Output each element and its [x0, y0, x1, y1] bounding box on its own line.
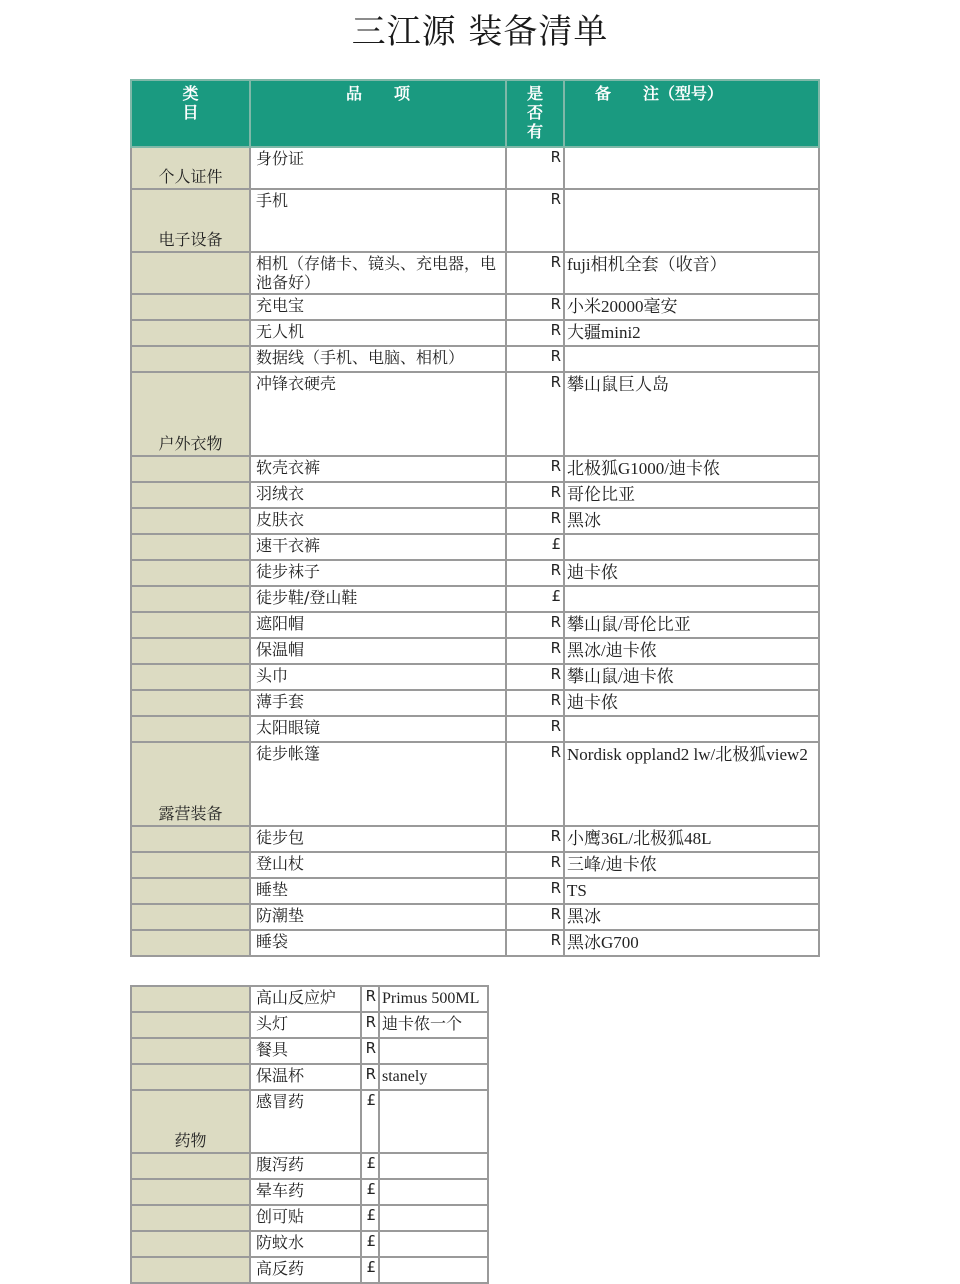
note-cell: TS	[564, 878, 819, 904]
flag-cell: R	[506, 294, 564, 320]
category-cell	[131, 1038, 250, 1064]
item-cell: 创可贴	[250, 1205, 361, 1231]
item-cell: 头巾	[250, 664, 506, 690]
category-cell: 露营装备	[131, 742, 250, 826]
flag-cell: £	[506, 586, 564, 612]
flag-cell: R	[506, 508, 564, 534]
item-cell: 太阳眼镜	[250, 716, 506, 742]
category-cell	[131, 716, 250, 742]
flag-cell: R	[506, 147, 564, 189]
table-row	[131, 189, 819, 252]
flag-cell: £	[361, 1090, 379, 1153]
note-cell	[379, 1038, 488, 1064]
table-row	[131, 1064, 488, 1090]
flag-cell: R	[506, 638, 564, 664]
note-cell	[379, 1231, 488, 1257]
item-cell: 睡垫	[250, 878, 506, 904]
flag-cell: R	[506, 716, 564, 742]
note-cell: 小米20000毫安	[564, 294, 819, 320]
category-cell	[131, 1064, 250, 1090]
flag-cell: £	[361, 1205, 379, 1231]
flag-cell: R	[506, 346, 564, 372]
note-cell: 迪卡侬	[564, 690, 819, 716]
note-cell: 黑冰	[564, 904, 819, 930]
category-cell	[131, 346, 250, 372]
category-cell	[131, 690, 250, 716]
note-cell: 北极狐G1000/迪卡侬	[564, 456, 819, 482]
table-row	[131, 742, 819, 826]
category-cell	[131, 320, 250, 346]
table-row	[131, 346, 819, 372]
item-cell: 手机	[250, 189, 506, 252]
category-cell	[131, 664, 250, 690]
item-cell: 皮肤衣	[250, 508, 506, 534]
flag-cell: R	[361, 1012, 379, 1038]
table-row	[131, 482, 819, 508]
note-cell	[379, 1257, 488, 1283]
table-row	[131, 664, 819, 690]
table-row	[131, 456, 819, 482]
table-row	[131, 1038, 488, 1064]
item-cell: 保温杯	[250, 1064, 361, 1090]
flag-cell: R	[506, 690, 564, 716]
table-row	[131, 320, 819, 346]
flag-cell: R	[506, 560, 564, 586]
note-cell: 迪卡侬	[564, 560, 819, 586]
table-row	[131, 690, 819, 716]
category-cell	[131, 534, 250, 560]
category-cell	[131, 852, 250, 878]
table-row	[131, 612, 819, 638]
item-cell: 数据线（手机、电脑、相机）	[250, 346, 506, 372]
item-cell: 徒步袜子	[250, 560, 506, 586]
category-cell	[131, 508, 250, 534]
flag-cell: R	[506, 878, 564, 904]
table-row	[131, 147, 819, 189]
note-cell: 小鹰36L/北极狐48L	[564, 826, 819, 852]
note-cell: 三峰/迪卡侬	[564, 852, 819, 878]
table-row	[131, 904, 819, 930]
table-row	[131, 1153, 488, 1179]
header-row	[131, 80, 819, 147]
table-row	[131, 560, 819, 586]
item-cell: 晕车药	[250, 1179, 361, 1205]
category-cell	[131, 456, 250, 482]
flag-cell: R	[506, 852, 564, 878]
category-cell	[131, 560, 250, 586]
flag-cell: R	[506, 664, 564, 690]
note-cell: 黑冰	[564, 508, 819, 534]
item-cell: 腹泻药	[250, 1153, 361, 1179]
category-cell	[131, 1153, 250, 1179]
note-cell: 黑冰/迪卡侬	[564, 638, 819, 664]
item-cell: 防潮垫	[250, 904, 506, 930]
flag-cell: R	[506, 456, 564, 482]
note-cell	[564, 586, 819, 612]
table-row	[131, 716, 819, 742]
category-cell: 户外衣物	[131, 372, 250, 456]
item-cell: 充电宝	[250, 294, 506, 320]
item-cell: 高山反应炉	[250, 986, 361, 1012]
category-cell	[131, 1012, 250, 1038]
table-row	[131, 1205, 488, 1231]
table-row	[131, 1257, 488, 1283]
flag-cell: £	[506, 534, 564, 560]
header-category: 类 目	[131, 80, 250, 147]
flag-cell: £	[361, 1179, 379, 1205]
flag-cell: R	[506, 904, 564, 930]
flag-cell: R	[506, 252, 564, 294]
item-cell: 速干衣裤	[250, 534, 506, 560]
note-cell	[379, 1205, 488, 1231]
note-cell: 攀山鼠/迪卡侬	[564, 664, 819, 690]
category-cell	[131, 878, 250, 904]
flag-cell: R	[506, 612, 564, 638]
equipment-table	[130, 79, 820, 957]
note-cell	[379, 1179, 488, 1205]
category-cell	[131, 252, 250, 294]
table-row	[131, 638, 819, 664]
item-cell: 薄手套	[250, 690, 506, 716]
table-row	[131, 586, 819, 612]
flag-cell: R	[506, 482, 564, 508]
category-cell	[131, 904, 250, 930]
category-cell	[131, 612, 250, 638]
header-note: 备 注（型号）	[564, 80, 819, 147]
item-cell: 头灯	[250, 1012, 361, 1038]
item-cell: 登山杖	[250, 852, 506, 878]
note-cell	[564, 346, 819, 372]
category-cell: 个人证件	[131, 147, 250, 189]
item-cell: 保温帽	[250, 638, 506, 664]
header-yes: 是 否 有	[506, 80, 564, 147]
category-cell	[131, 826, 250, 852]
table-row	[131, 852, 819, 878]
category-cell: 电子设备	[131, 189, 250, 252]
note-cell: 黑冰G700	[564, 930, 819, 956]
flag-cell: R	[506, 826, 564, 852]
note-cell: Nordisk oppland2 lw/北极狐view2	[564, 742, 819, 826]
category-cell	[131, 930, 250, 956]
flag-cell: R	[361, 1064, 379, 1090]
item-cell: 羽绒衣	[250, 482, 506, 508]
table-row	[131, 534, 819, 560]
flag-cell: R	[361, 986, 379, 1012]
table-row	[131, 930, 819, 956]
note-cell	[564, 147, 819, 189]
table-row	[131, 252, 819, 294]
item-cell: 软壳衣裤	[250, 456, 506, 482]
flag-cell: R	[506, 189, 564, 252]
item-cell: 防蚊水	[250, 1231, 361, 1257]
flag-cell: £	[361, 1257, 379, 1283]
flag-cell: R	[506, 320, 564, 346]
table-row	[131, 372, 819, 456]
flag-cell: R	[361, 1038, 379, 1064]
category-cell	[131, 1205, 250, 1231]
item-cell: 徒步包	[250, 826, 506, 852]
table-row	[131, 878, 819, 904]
flag-cell: R	[506, 742, 564, 826]
category-cell	[131, 1257, 250, 1283]
flag-cell: R	[506, 372, 564, 456]
category-cell	[131, 638, 250, 664]
item-cell: 身份证	[250, 147, 506, 189]
table-row	[131, 1012, 488, 1038]
note-cell	[564, 716, 819, 742]
flag-cell: £	[361, 1231, 379, 1257]
equipment-table-continued	[130, 985, 489, 1284]
table-row	[131, 986, 488, 1012]
category-cell	[131, 1179, 250, 1205]
item-cell: 徒步帐篷	[250, 742, 506, 826]
note-cell: Primus 500ML	[379, 986, 488, 1012]
note-cell	[564, 534, 819, 560]
note-cell	[564, 189, 819, 252]
category-cell	[131, 294, 250, 320]
table-row	[131, 294, 819, 320]
category-cell: 药物	[131, 1090, 250, 1153]
item-cell: 冲锋衣硬壳	[250, 372, 506, 456]
flag-cell: R	[506, 930, 564, 956]
table-row	[131, 508, 819, 534]
category-cell	[131, 1231, 250, 1257]
flag-cell: £	[361, 1153, 379, 1179]
item-cell: 相机（存储卡、镜头、充电器，电池备好）	[250, 252, 506, 294]
note-cell	[379, 1090, 488, 1153]
note-cell: 大疆mini2	[564, 320, 819, 346]
note-cell: 迪卡侬一个	[379, 1012, 488, 1038]
item-cell: 无人机	[250, 320, 506, 346]
item-cell: 徒步鞋/登山鞋	[250, 586, 506, 612]
header-item: 品 项	[250, 80, 506, 147]
note-cell: fuji相机全套（收音）	[564, 252, 819, 294]
item-cell: 餐具	[250, 1038, 361, 1064]
note-cell: 攀山鼠/哥伦比亚	[564, 612, 819, 638]
note-cell	[379, 1153, 488, 1179]
item-cell: 高反药	[250, 1257, 361, 1283]
table-row	[131, 1090, 488, 1153]
page-title: 三江源 装备清单	[351, 12, 609, 52]
category-cell	[131, 482, 250, 508]
table-row	[131, 826, 819, 852]
note-cell: 攀山鼠巨人岛	[564, 372, 819, 456]
item-cell: 睡袋	[250, 930, 506, 956]
item-cell: 遮阳帽	[250, 612, 506, 638]
category-cell	[131, 986, 250, 1012]
table-row	[131, 1179, 488, 1205]
category-cell	[131, 586, 250, 612]
table-row	[131, 1231, 488, 1257]
note-cell: stanely	[379, 1064, 488, 1090]
item-cell: 感冒药	[250, 1090, 361, 1153]
note-cell: 哥伦比亚	[564, 482, 819, 508]
